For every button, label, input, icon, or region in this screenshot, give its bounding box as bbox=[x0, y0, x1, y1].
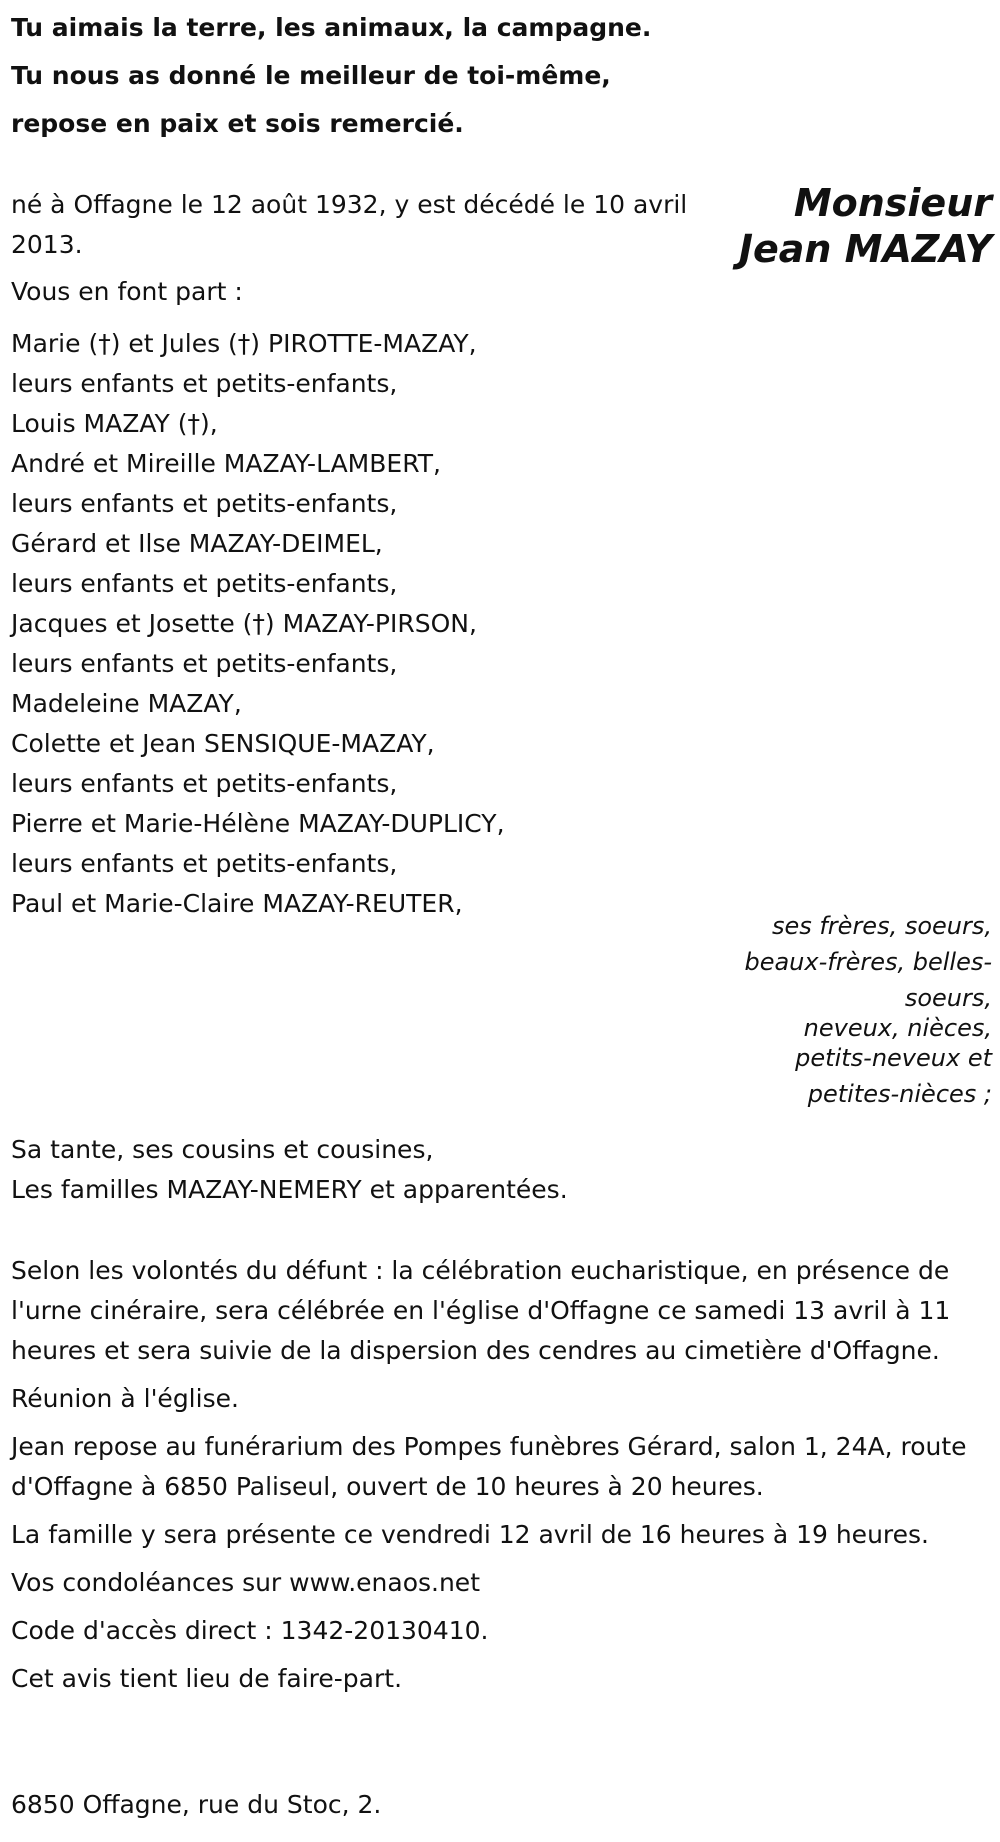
epitaph-line-1: Tu aimais la terre, les animaux, la campagne. bbox=[11, 13, 652, 42]
family-line: leurs enfants et petits-enfants, bbox=[11, 849, 398, 878]
relations-line-4: petits-neveux et bbox=[795, 1044, 992, 1072]
family-line: Jacques et Josette (†) MAZAY-PIRSON, bbox=[11, 609, 477, 638]
family-line: Louis MAZAY (†), bbox=[11, 409, 218, 438]
funeral-wishes: Selon les volontés du défunt : la célébration eucharistique, en présence de l'urne cinéraire, sera célébrée en l'église d'Offagne ce samedi 13 avril à 11 heures et sera suivie de la dispersion des cendres au cimetière d'Offagne. bbox=[11, 1256, 951, 1365]
birth-death-text: né à Offagne le 12 août 1932, y est décédé le 10 avril 2013. bbox=[11, 190, 688, 259]
family-line: Gérard et Ilse MAZAY-DEIMEL, bbox=[11, 529, 383, 558]
funerarium-info: Jean repose au funérarium des Pompes funèbres Gérard, salon 1, 24A, route d'Offagne à 6850 Paliseul, ouvert de 10 heures à 20 heures. bbox=[11, 1432, 967, 1501]
access-code: Code d'accès direct : 1342-20130410. bbox=[11, 1616, 489, 1645]
deceased-name: Jean MAZAY bbox=[738, 227, 992, 271]
other-relatives-line-2: Les familles MAZAY-NEMERY et apparentées. bbox=[11, 1175, 568, 1204]
family-line: leurs enfants et petits-enfants, bbox=[11, 569, 398, 598]
relations-line-1: ses frères, soeurs, bbox=[771, 912, 992, 940]
birth-death-block bbox=[11, 185, 711, 265]
family-line: Paul et Marie-Claire MAZAY-REUTER, bbox=[11, 889, 463, 918]
deceased-name-block bbox=[739, 180, 992, 272]
ceremony-details bbox=[11, 1251, 991, 1707]
other-relatives-line-1: Sa tante, ses cousins et cousines, bbox=[11, 1135, 434, 1164]
other-relatives bbox=[11, 1130, 568, 1210]
family-line: André et Mireille MAZAY-LAMBERT, bbox=[11, 449, 441, 478]
family-line: leurs enfants et petits-enfants, bbox=[11, 489, 398, 518]
family-line: leurs enfants et petits-enfants, bbox=[11, 369, 398, 398]
deceased-title: Monsieur bbox=[793, 181, 992, 225]
relations-block bbox=[712, 908, 992, 1112]
family-line: leurs enfants et petits-enfants, bbox=[11, 769, 398, 798]
family-line: leurs enfants et petits-enfants, bbox=[11, 649, 398, 678]
notice-text: Cet avis tient lieu de faire-part. bbox=[11, 1664, 403, 1693]
family-line: Madeleine MAZAY, bbox=[11, 689, 242, 718]
family-list bbox=[11, 324, 505, 924]
epitaph-line-3: repose en paix et sois remercié. bbox=[11, 109, 464, 138]
epitaph-verse bbox=[11, 4, 651, 148]
relations-line-3: neveux, nièces, bbox=[803, 1014, 992, 1042]
family-line: Marie (†) et Jules (†) PIROTTE-MAZAY, bbox=[11, 329, 477, 358]
family-line: Pierre et Marie-Hélène MAZAY-DUPLICY, bbox=[11, 809, 505, 838]
epitaph-line-2: Tu nous as donné le meilleur de toi-même, bbox=[11, 61, 611, 90]
family-presence: La famille y sera présente ce vendredi 12 avril de 16 heures à 19 heures. bbox=[11, 1520, 929, 1549]
announce-text: Vous en font part : bbox=[11, 277, 243, 306]
relations-line-5: petites-nièces ; bbox=[807, 1080, 992, 1108]
home-address: 6850 Offagne, rue du Stoc, 2. bbox=[11, 1790, 382, 1819]
condolences-text: Vos condoléances sur www.enaos.net bbox=[11, 1568, 480, 1597]
meeting-place: Réunion à l'église. bbox=[11, 1384, 239, 1413]
relations-line-2: beaux-frères, belles-soeurs, bbox=[744, 948, 992, 1012]
family-line: Colette et Jean SENSIQUE-MAZAY, bbox=[11, 729, 435, 758]
